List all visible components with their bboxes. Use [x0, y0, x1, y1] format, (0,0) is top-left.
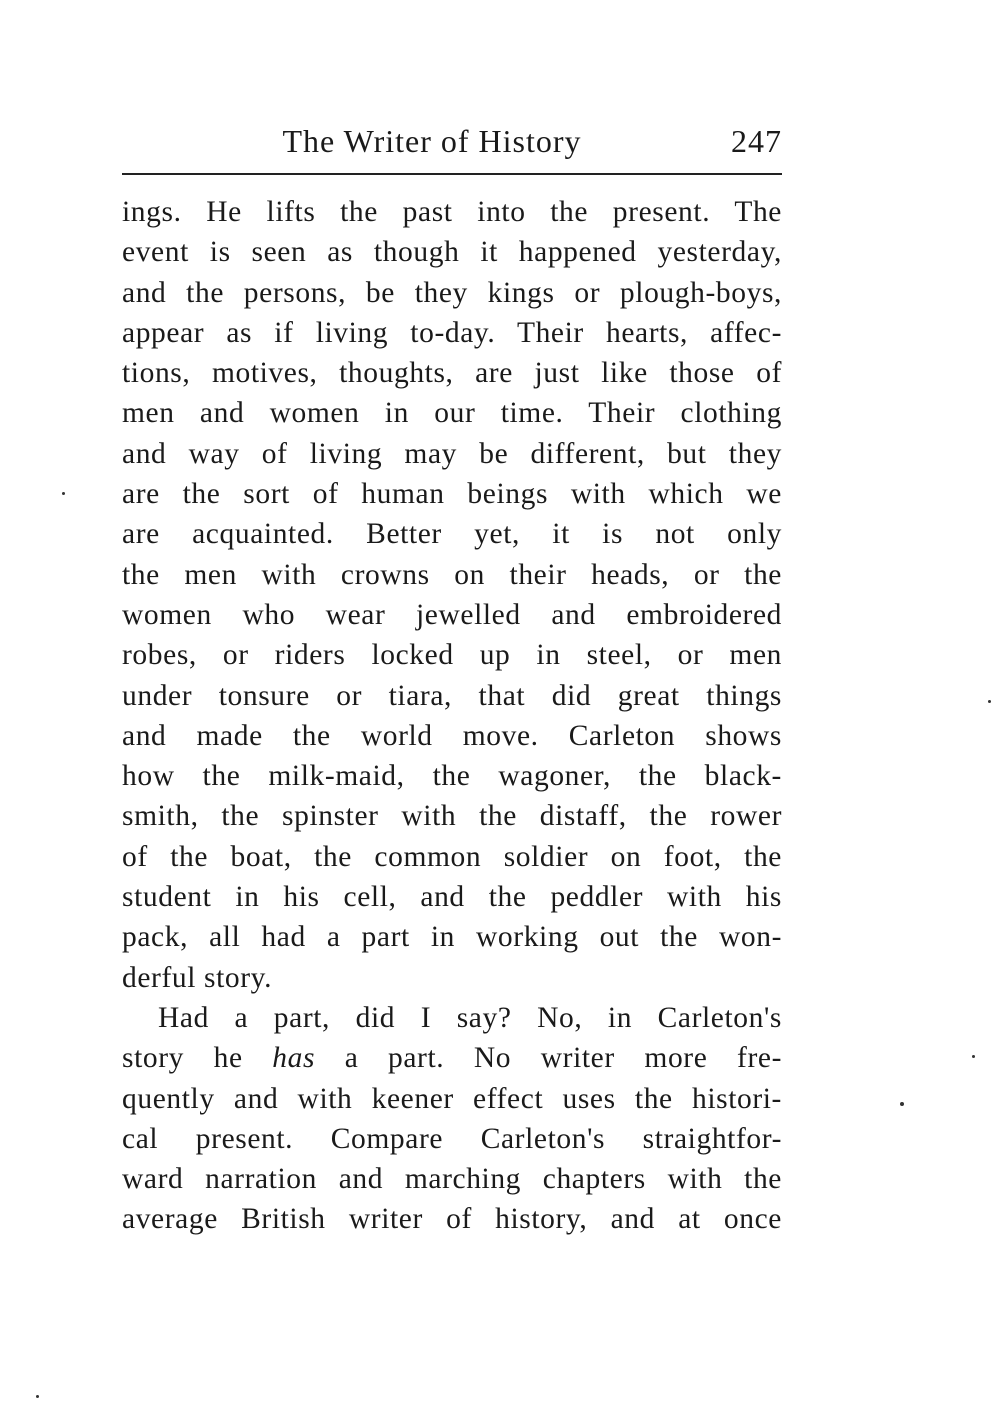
text-line: women who wear jewelled and embroidered	[122, 598, 782, 631]
text-line: event is seen as though it happened yesterday,	[122, 236, 782, 269]
header-rule	[122, 173, 782, 175]
text-line: cal present. Compare Carleton's straightfor-	[122, 1122, 782, 1155]
text-line: are the sort of human beings with which we	[122, 478, 782, 511]
print-speck	[62, 492, 65, 495]
text-line: and the persons, be they kings or plough-boys,	[122, 276, 782, 309]
text-line: student in his cell, and the peddler with his	[122, 881, 782, 914]
page-number: 247	[731, 123, 782, 159]
text-line: how the milk-maid, the wagoner, the black-	[122, 760, 782, 793]
text-fragment: a part. No writer more fre-	[315, 1042, 782, 1075]
text-line: ward narration and marching chapters with the	[122, 1163, 782, 1196]
text-line-paragraph-end: derful story.	[122, 961, 273, 994]
text-line: of the boat, the common soldier on foot, the	[122, 840, 782, 873]
print-speck	[972, 1055, 975, 1058]
print-speck	[36, 1395, 39, 1398]
text-line: tions, motives, thoughts, are just like those of	[122, 357, 782, 390]
text-line: smith, the spinster with the distaff, the rower	[122, 800, 782, 833]
running-head	[122, 120, 782, 162]
text-line-paragraph-start: Had a part, did I say? No, in Carleton's	[158, 1001, 782, 1034]
italic-word: has	[272, 1042, 316, 1075]
print-speck	[988, 700, 991, 703]
text-line: robes, or riders locked up in steel, or men	[122, 639, 782, 672]
print-speck	[900, 1102, 904, 1106]
text-line-with-italic	[122, 1038, 782, 1078]
text-line: the men with crowns on their heads, or the	[122, 558, 782, 591]
text-fragment: story he	[122, 1042, 273, 1075]
body-text	[122, 192, 782, 1240]
running-title: The Writer of History	[282, 123, 582, 159]
text-line: are acquainted. Better yet, it is not only	[122, 518, 782, 551]
text-line: quently and with keener effect uses the histori-	[122, 1082, 782, 1115]
text-line: under tonsure or tiara, that did great things	[122, 679, 782, 712]
text-line: average British writer of history, and at once	[122, 1203, 782, 1236]
text-line: pack, all had a part in working out the won-	[122, 921, 782, 954]
text-line: ings. He lifts the past into the present. The	[122, 196, 782, 228]
text-line: and way of living may be different, but they	[122, 437, 782, 470]
text-line: appear as if living to-day. Their hearts, affec-	[122, 316, 782, 349]
text-line: men and women in our time. Their clothing	[122, 397, 782, 430]
text-line: and made the world move. Carleton shows	[122, 719, 782, 752]
